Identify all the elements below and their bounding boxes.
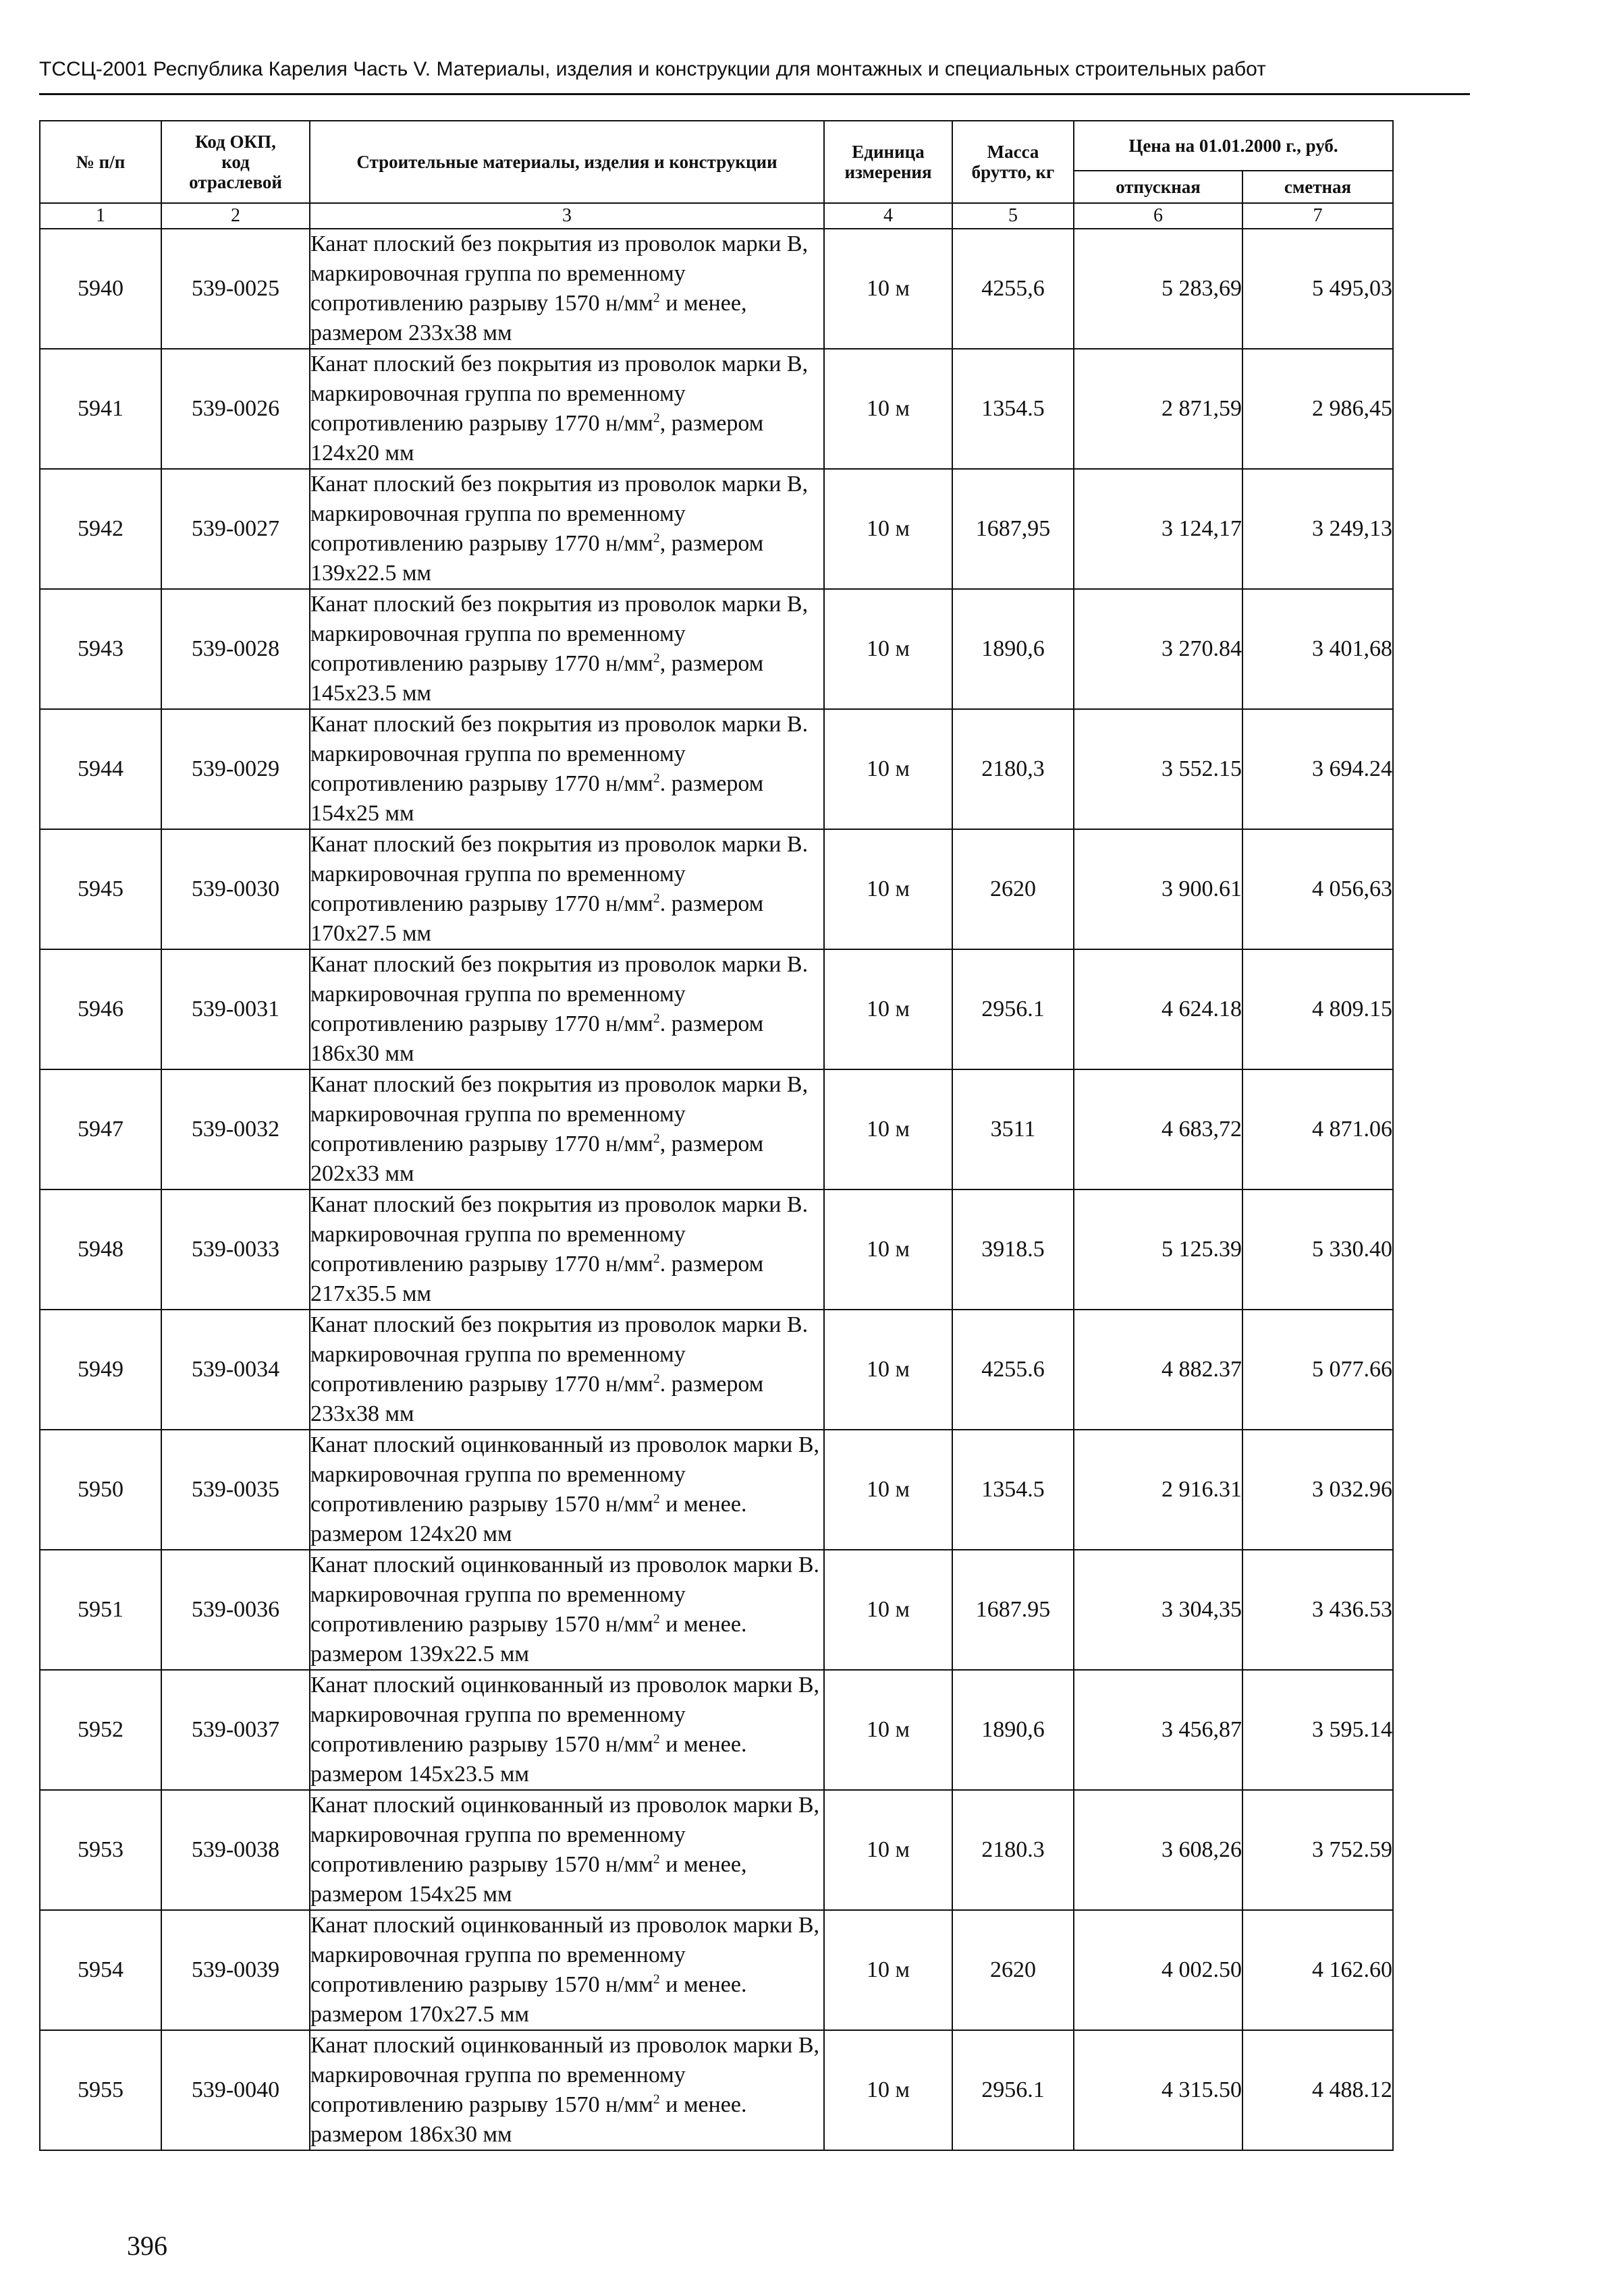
table-row bbox=[40, 349, 1393, 469]
row-description-superscript: 2 bbox=[653, 1251, 660, 1266]
row-price-estimate: 2 986,45 bbox=[1242, 349, 1393, 469]
row-number: 5944 bbox=[40, 709, 161, 829]
row-number: 5952 bbox=[40, 1670, 161, 1790]
row-description-superscript: 2 bbox=[653, 1851, 660, 1867]
row-description-superscript: 2 bbox=[653, 1371, 660, 1387]
row-description-text: Канат плоский без покрытия из проволок марки В. маркировочная группа по временному сопротивлению разрыву 1770 н/мм bbox=[310, 1192, 809, 1277]
row-unit: 10 м bbox=[824, 1910, 952, 2030]
row-code: 539-0039 bbox=[161, 1910, 310, 2030]
row-code: 539-0034 bbox=[161, 1310, 310, 1430]
table-row bbox=[40, 1069, 1393, 1189]
row-code: 539-0026 bbox=[161, 349, 310, 469]
row-code: 539-0030 bbox=[161, 829, 310, 949]
row-mass: 1354.5 bbox=[952, 1430, 1074, 1550]
column-number: 1 bbox=[40, 203, 161, 229]
row-unit: 10 м bbox=[824, 229, 952, 349]
row-price-release: 5 125.39 bbox=[1074, 1189, 1242, 1310]
table-row bbox=[40, 1189, 1393, 1310]
row-description-tail: и менее, размером 233x38 мм bbox=[310, 291, 747, 345]
row-description bbox=[310, 1910, 824, 2030]
row-code: 539-0029 bbox=[161, 709, 310, 829]
row-mass: 1687.95 bbox=[952, 1550, 1074, 1670]
column-number-row bbox=[40, 203, 1393, 229]
row-description-tail: . размером 170x27.5 мм bbox=[310, 891, 764, 946]
col-header-unit bbox=[824, 121, 952, 203]
row-number: 5942 bbox=[40, 469, 161, 589]
row-description-superscript: 2 bbox=[653, 530, 660, 546]
row-description-superscript: 2 bbox=[653, 1971, 660, 1987]
row-description-text: Канат плоский без покрытия из проволок марки В. маркировочная группа по временному сопротивлению разрыву 1770 н/мм bbox=[310, 832, 809, 916]
row-description-tail: , размером 202x33 мм bbox=[310, 1131, 764, 1186]
header-rule bbox=[39, 93, 1470, 95]
row-description bbox=[310, 1670, 824, 1790]
row-price-release: 2 871,59 bbox=[1074, 349, 1242, 469]
row-price-release: 4 002.50 bbox=[1074, 1910, 1242, 2030]
row-number: 5941 bbox=[40, 349, 161, 469]
row-description-tail: . размером 217x35.5 мм bbox=[310, 1252, 764, 1306]
row-description-tail: , размером 124x20 мм bbox=[310, 411, 764, 466]
col-header-code-line1: Код ОКП, bbox=[195, 132, 276, 152]
col-header-unit-line1: Единица bbox=[852, 142, 925, 162]
row-description-superscript: 2 bbox=[653, 1611, 660, 1627]
row-price-estimate: 4 871.06 bbox=[1242, 1069, 1393, 1189]
row-description-superscript: 2 bbox=[653, 650, 660, 666]
row-price-estimate: 3 249,13 bbox=[1242, 469, 1393, 589]
row-description-superscript: 2 bbox=[653, 771, 660, 786]
row-description bbox=[310, 469, 824, 589]
row-number: 5945 bbox=[40, 829, 161, 949]
row-unit: 10 м bbox=[824, 349, 952, 469]
row-description-tail: и менее. размером 170x27.5 мм bbox=[310, 1972, 747, 2027]
row-price-release: 3 270.84 bbox=[1074, 589, 1242, 709]
row-mass: 2620 bbox=[952, 1910, 1074, 2030]
row-price-estimate: 3 694.24 bbox=[1242, 709, 1393, 829]
row-unit: 10 м bbox=[824, 1189, 952, 1310]
col-header-price-group: Цена на 01.01.2000 г., руб. bbox=[1074, 121, 1393, 171]
row-description bbox=[310, 949, 824, 1069]
row-price-release: 3 456,87 bbox=[1074, 1670, 1242, 1790]
row-unit: 10 м bbox=[824, 469, 952, 589]
row-unit: 10 м bbox=[824, 829, 952, 949]
col-header-code-line2: код bbox=[221, 152, 250, 172]
row-price-release: 5 283,69 bbox=[1074, 229, 1242, 349]
row-number: 5951 bbox=[40, 1550, 161, 1670]
row-description bbox=[310, 349, 824, 469]
row-mass: 2620 bbox=[952, 829, 1074, 949]
row-description-superscript: 2 bbox=[653, 1011, 660, 1026]
page-header-title: ТССЦ-2001 Республика Карелия Часть V. Материалы, изделия и конструкции для монтажных и специальных строительных работ bbox=[39, 58, 1266, 80]
row-price-release: 2 916.31 bbox=[1074, 1430, 1242, 1550]
row-code: 539-0025 bbox=[161, 229, 310, 349]
row-unit: 10 м bbox=[824, 589, 952, 709]
row-unit: 10 м bbox=[824, 1670, 952, 1790]
row-price-release: 3 900.61 bbox=[1074, 829, 1242, 949]
column-number: 6 bbox=[1074, 203, 1242, 229]
row-description-text: Канат плоский без покрытия из проволок марки В. маркировочная группа по временному сопротивлению разрыву 1770 н/мм bbox=[310, 712, 809, 796]
col-header-price-release: отпускная bbox=[1074, 171, 1242, 203]
row-description-text: Канат плоский без покрытия из проволок марки В, маркировочная группа по временному сопротивлению разрыву 1770 н/мм bbox=[310, 592, 809, 676]
row-number: 5953 bbox=[40, 1790, 161, 1910]
row-price-estimate: 4 162.60 bbox=[1242, 1910, 1393, 2030]
row-code: 539-0028 bbox=[161, 589, 310, 709]
table-row bbox=[40, 229, 1393, 349]
col-header-no: № п/п bbox=[40, 121, 161, 203]
table-row bbox=[40, 1550, 1393, 1670]
col-header-unit-line2: измерения bbox=[844, 162, 932, 182]
row-number: 5940 bbox=[40, 229, 161, 349]
row-code: 539-0033 bbox=[161, 1189, 310, 1310]
row-description-text: Канат плоский оцинкованный из проволок марки В, маркировочная группа по временному сопротивлению разрыву 1570 н/мм bbox=[310, 1432, 820, 1517]
row-price-release: 3 552.15 bbox=[1074, 709, 1242, 829]
row-description-superscript: 2 bbox=[653, 290, 660, 306]
row-code: 539-0031 bbox=[161, 949, 310, 1069]
page-number: 396 bbox=[127, 2231, 167, 2261]
row-description-text: Канат плоский без покрытия из проволок марки В, маркировочная группа по временному сопротивлению разрыву 1770 н/мм bbox=[310, 1072, 809, 1156]
row-description-tail: и менее. размером 139x22.5 мм bbox=[310, 1612, 747, 1667]
row-description-tail: , размером 145x23.5 мм bbox=[310, 651, 764, 706]
row-number: 5947 bbox=[40, 1069, 161, 1189]
column-number: 4 bbox=[824, 203, 952, 229]
row-price-release: 4 683,72 bbox=[1074, 1069, 1242, 1189]
row-mass: 2180.3 bbox=[952, 1790, 1074, 1910]
row-mass: 3918.5 bbox=[952, 1189, 1074, 1310]
price-table bbox=[39, 120, 1394, 2151]
row-description-text: Канат плоский без покрытия из проволок марки В, маркировочная группа по временному сопротивлению разрыву 1770 н/мм bbox=[310, 472, 809, 556]
row-code: 539-0027 bbox=[161, 469, 310, 589]
row-price-release: 3 124,17 bbox=[1074, 469, 1242, 589]
row-description bbox=[310, 229, 824, 349]
row-price-estimate: 3 401,68 bbox=[1242, 589, 1393, 709]
row-description-superscript: 2 bbox=[653, 891, 660, 906]
row-description bbox=[310, 2030, 824, 2150]
table-body bbox=[40, 229, 1393, 2150]
row-mass: 3511 bbox=[952, 1069, 1074, 1189]
row-unit: 10 м bbox=[824, 2030, 952, 2150]
row-description-text: Канат плоский без покрытия из проволок марки В. маркировочная группа по временному сопротивлению разрыву 1770 н/мм bbox=[310, 1312, 809, 1397]
row-code: 539-0035 bbox=[161, 1430, 310, 1550]
row-description-superscript: 2 bbox=[653, 1731, 660, 1747]
row-description-text: Канат плоский без покрытия из проволок марки В, маркировочная группа по временному сопротивлению разрыву 1570 н/мм bbox=[310, 231, 809, 316]
col-header-price-estimate: сметная bbox=[1242, 171, 1393, 203]
row-description-tail: и менее. размером 145x23.5 мм bbox=[310, 1732, 747, 1787]
row-price-estimate: 3 752.59 bbox=[1242, 1790, 1393, 1910]
row-unit: 10 м bbox=[824, 1069, 952, 1189]
row-description-text: Канат плоский оцинкованный из проволок марки В. маркировочная группа по временному сопротивлению разрыву 1570 н/мм bbox=[310, 1552, 820, 1637]
row-description-text: Канат плоский без покрытия из проволок марки В. маркировочная группа по временному сопротивлению разрыву 1770 н/мм bbox=[310, 952, 809, 1036]
row-description-tail: . размером 233x38 мм bbox=[310, 1372, 764, 1426]
row-mass: 1890,6 bbox=[952, 589, 1074, 709]
row-price-release: 4 315.50 bbox=[1074, 2030, 1242, 2150]
row-description-tail: и менее. размером 124x20 мм bbox=[310, 1492, 747, 1546]
row-price-release: 4 624.18 bbox=[1074, 949, 1242, 1069]
table-row bbox=[40, 1430, 1393, 1550]
row-mass: 1890,6 bbox=[952, 1670, 1074, 1790]
row-description-text: Канат плоский оцинкованный из проволок марки В, маркировочная группа по временному сопротивлению разрыву 1570 н/мм bbox=[310, 1913, 820, 1997]
row-description bbox=[310, 709, 824, 829]
row-mass: 1354.5 bbox=[952, 349, 1074, 469]
col-header-mass-line1: Масса bbox=[987, 142, 1039, 162]
row-number: 5943 bbox=[40, 589, 161, 709]
row-unit: 10 м bbox=[824, 1430, 952, 1550]
row-code: 539-0032 bbox=[161, 1069, 310, 1189]
row-price-estimate: 5 330.40 bbox=[1242, 1189, 1393, 1310]
row-number: 5946 bbox=[40, 949, 161, 1069]
row-unit: 10 м bbox=[824, 709, 952, 829]
row-mass: 1687,95 bbox=[952, 469, 1074, 589]
row-mass: 4255.6 bbox=[952, 1310, 1074, 1430]
column-number: 2 bbox=[161, 203, 310, 229]
row-code: 539-0037 bbox=[161, 1670, 310, 1790]
table-row bbox=[40, 949, 1393, 1069]
row-mass: 2956.1 bbox=[952, 2030, 1074, 2150]
table-row bbox=[40, 469, 1393, 589]
row-description bbox=[310, 589, 824, 709]
row-description-tail: и менее. размером 186x30 мм bbox=[310, 2092, 747, 2147]
row-description-text: Канат плоский оцинкованный из проволок марки В, маркировочная группа по временному сопротивлению разрыву 1570 н/мм bbox=[310, 2033, 820, 2117]
row-description-tail: . размером 186x30 мм bbox=[310, 1011, 764, 1066]
row-description-tail: . размером 154x25 мм bbox=[310, 771, 764, 826]
row-price-estimate: 5 077.66 bbox=[1242, 1310, 1393, 1430]
col-header-code bbox=[161, 121, 310, 203]
row-description bbox=[310, 1189, 824, 1310]
col-header-mass bbox=[952, 121, 1074, 203]
row-price-estimate: 4 809.15 bbox=[1242, 949, 1393, 1069]
row-mass: 4255,6 bbox=[952, 229, 1074, 349]
row-description-text: Канат плоский оцинкованный из проволок марки В, маркировочная группа по временному сопротивлению разрыву 1570 н/мм bbox=[310, 1673, 820, 1757]
row-price-estimate: 3 436.53 bbox=[1242, 1550, 1393, 1670]
row-description bbox=[310, 1430, 824, 1550]
col-header-material: Строительные материалы, изделия и конструкции bbox=[310, 121, 824, 203]
row-price-estimate: 4 488.12 bbox=[1242, 2030, 1393, 2150]
row-code: 539-0038 bbox=[161, 1790, 310, 1910]
table-row bbox=[40, 829, 1393, 949]
row-mass: 2956.1 bbox=[952, 949, 1074, 1069]
row-description-superscript: 2 bbox=[653, 410, 660, 426]
row-description-text: Канат плоский оцинкованный из проволок марки В, маркировочная группа по временному сопротивлению разрыву 1570 н/мм bbox=[310, 1793, 820, 1877]
row-unit: 10 м bbox=[824, 1790, 952, 1910]
table-row bbox=[40, 1910, 1393, 2030]
row-description bbox=[310, 1069, 824, 1189]
table-row bbox=[40, 709, 1393, 829]
table-row bbox=[40, 1670, 1393, 1790]
row-price-estimate: 3 595.14 bbox=[1242, 1670, 1393, 1790]
row-description-superscript: 2 bbox=[653, 1131, 660, 1146]
row-description-superscript: 2 bbox=[653, 1491, 660, 1507]
row-price-release: 3 304,35 bbox=[1074, 1550, 1242, 1670]
row-code: 539-0040 bbox=[161, 2030, 310, 2150]
col-header-code-line3: отраслевой bbox=[189, 172, 282, 192]
row-description-text: Канат плоский без покрытия из проволок марки В, маркировочная группа по временному сопротивлению разрыву 1770 н/мм bbox=[310, 352, 809, 436]
row-unit: 10 м bbox=[824, 1550, 952, 1670]
table-row bbox=[40, 2030, 1393, 2150]
table-row bbox=[40, 589, 1393, 709]
row-description bbox=[310, 1310, 824, 1430]
row-price-release: 4 882.37 bbox=[1074, 1310, 1242, 1430]
col-header-mass-line2: брутто, кг bbox=[971, 162, 1055, 182]
row-price-release: 3 608,26 bbox=[1074, 1790, 1242, 1910]
column-number: 7 bbox=[1242, 203, 1393, 229]
row-number: 5954 bbox=[40, 1910, 161, 2030]
row-number: 5955 bbox=[40, 2030, 161, 2150]
row-price-estimate: 4 056,63 bbox=[1242, 829, 1393, 949]
row-description-tail: , размером 139x22.5 мм bbox=[310, 531, 764, 586]
column-number: 3 bbox=[310, 203, 824, 229]
row-unit: 10 м bbox=[824, 949, 952, 1069]
row-number: 5949 bbox=[40, 1310, 161, 1430]
row-mass: 2180,3 bbox=[952, 709, 1074, 829]
column-number: 5 bbox=[952, 203, 1074, 229]
row-price-estimate: 5 495,03 bbox=[1242, 229, 1393, 349]
row-price-estimate: 3 032.96 bbox=[1242, 1430, 1393, 1550]
row-description bbox=[310, 1790, 824, 1910]
row-number: 5948 bbox=[40, 1189, 161, 1310]
table-row bbox=[40, 1310, 1393, 1430]
row-description bbox=[310, 829, 824, 949]
row-unit: 10 м bbox=[824, 1310, 952, 1430]
row-description-superscript: 2 bbox=[653, 2092, 660, 2107]
row-description-tail: и менее, размером 154x25 мм bbox=[310, 1852, 747, 1907]
row-description bbox=[310, 1550, 824, 1670]
table-row bbox=[40, 1790, 1393, 1910]
row-number: 5950 bbox=[40, 1430, 161, 1550]
row-code: 539-0036 bbox=[161, 1550, 310, 1670]
